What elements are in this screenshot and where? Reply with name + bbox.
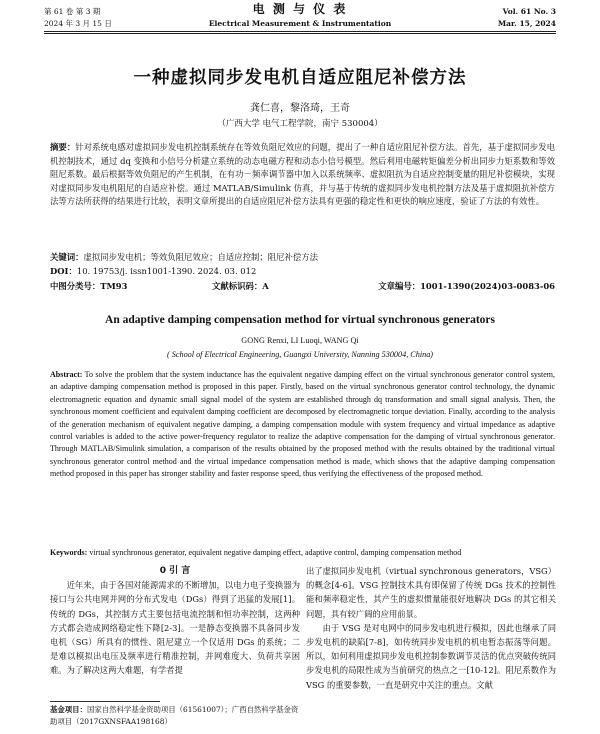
body-column-right	[306, 564, 556, 692]
affiliation-cn: （广西大学 电气工程学院，南宁 530004）	[217, 119, 383, 129]
abstract-en	[50, 369, 555, 481]
authors-en: GONG Renxi, LI Luoqi, WANG Qi	[241, 336, 359, 345]
keywords-cn	[50, 251, 555, 265]
date-cn: 2024 年 3 月 15 日	[44, 19, 112, 28]
keywords-cn-label: 关键词：	[50, 252, 84, 262]
footnote-rule	[50, 701, 160, 702]
paper-title-en: An adaptive damping compensation method for virtual synchronous generators	[105, 314, 495, 326]
keywords-en	[50, 547, 555, 558]
section-heading-intro: 0 引 言	[159, 566, 191, 576]
affiliation-en: ( School of Electrical Engineering, Guangxi University, Nanning 530004, China)	[166, 350, 434, 359]
volume-en: Vol. 61 No. 3	[502, 7, 556, 16]
doi-text: 10. 19753/j. issn1001-1390. 2024. 03. 012	[76, 266, 257, 276]
keywords-en-text: virtual synchronous generator, equivalent negative damping effect, adaptive control, damping compensation method	[89, 548, 462, 557]
header-rule	[44, 31, 556, 32]
abstract-cn-label: 摘要：	[50, 142, 76, 152]
body-column-left	[50, 564, 300, 678]
funding-note	[50, 704, 300, 728]
keywords-cn-text: 虚拟同步发电机；等效负阻尼效应；自适应控制；阻尼补偿方法	[83, 252, 318, 262]
intro-paragraph-1-continued: 出了虚拟同步发电机（virtual synchronous generators，VSG）的概念[4-6]。VSG 控制技术具有即保留了传统 DGs 技术的控制性能和频率稳定性，其产生的虚拟惯量能很好地解决 DGs 的其它相关问题，具有较广阔的应用前景。	[306, 566, 556, 619]
funding-label: 基金项目：	[50, 705, 87, 714]
abstract-cn	[50, 141, 555, 209]
abstract-en-text: To solve the problem that the system inductance has the equivalent negative damping effect on the virtual synchronous generator control system, an adaptive damping compensation method is proposed in this paper. Firstly, based on the virtual synchronous generator control technology, the dynamic electromagnetic equation and dynamic small signal model of the system are established through dq transformation and small signal analysis. Then, the synchronous moment coefficient and equivalent damping coefficient are decomposed by electromagnetic torque deviation. Finally, according to the analysis of the generation mechanism of equivalent negative damping, a damping compensation module with system frequency and virtual impedance as adaptive control variables is added to the active power-frequency regulator to realize the adaptive compensation for the damping of virtual synchronous generator. Through MATLAB/Simulink simulation, a comparison of the results obtained by the proposed method with the results obtained by the traditional virtual synchronous generator control method and the virtual impedance compensation method is made, which shows that the adaptive damping compensation method proposed in this paper has stronger stability and faster response speed, thus verifying the effectiveness of the proposed method.	[50, 370, 556, 479]
article-number: 文章编号：1001-1390(2024)03-0083-06	[378, 281, 555, 291]
journal-name-cn: 电 测 与 仪 表	[252, 2, 348, 16]
journal-name-en: Electrical Measurement & Instrumentation	[208, 19, 392, 28]
abstract-en-label: Abstract:	[50, 370, 83, 379]
authors-cn: 龚仁喜，黎洛琦，王奇	[250, 103, 350, 114]
doi-line	[50, 265, 555, 279]
intro-paragraph-2: 由于 VSG 是对电网中的同步发电机进行模拟，因此也继承了同步发电机的缺陷[7-8]，如传统同步发电机的机电暂态振荡等问题。所以，如何利用虚拟同步发电机控制参数调节灵活的优点突破传统同步发电机的局限性成为当前研究的热点之一[10-12]。阻尼系数作为 VSG 的重要参数，一直是研究中关注的重点。文献	[306, 622, 556, 690]
keywords-en-label: Keywords:	[50, 548, 88, 557]
abstract-cn-text: 针对系统电感对虚拟同步发电机控制系统存在等效负阻尼效应的问题，提出了一种自适应阻尼补偿方法。首先，基于虚拟同步发电机控制技术，通过 dq 变换和小信号分析建立系统的动态电磁方程和动态小信号模型。然后利用电磁转矩偏差分析出同步力矩系数和等效阻尼系数。最后根据等效负阻尼的产生机制，在有功－频率调节器中加入以系统频率、虚拟阻抗为自适应控制变量的阻尼补偿模块，实现对虚拟同步发电机阻尼的自适应补偿。通过 MATLAB/Simulink 仿真，并与基于传统的虚拟同步发电机控制方法及基于虚拟阻抗补偿方法等方法所获得的结果进行比较，表明文章所提出的自适应阻尼补偿方法具有更强的稳定性和更快的响应速度，验证了方法的有效性。	[50, 142, 556, 207]
doi-label: DOI：	[50, 266, 77, 276]
paper-title-cn: 一种虚拟同步发电机自适应阻尼补偿方法	[133, 68, 467, 88]
volume-cn: 第 61 卷 第 3 期	[44, 7, 101, 16]
funding-text: 国家自然科学基金资助项目（61561007）；广西自然科学基金资助项目（2017GXNSFAA198168）	[50, 705, 299, 726]
header-rule-thin	[44, 33, 556, 34]
date-en: Mar. 15, 2024	[497, 19, 556, 28]
intro-paragraph-1: 近年来，由于各国对能源需求的不断增加，以电力电子变换器为接口与公共电网并网的分布式发电（DGs）得到了迅猛的发展[1]。传统的 DGs，其控制方式主要包括电流控制和恒功率控制，这两种方式都会造成网络稳定性下降[2-3]。一是静态变换器不具备同步发电机（SG）所具有的惯性、阻尼建立一个仅适用 DGs 的系统；二是难以模拟出电压及频率进行精准控制，并网难度大、负荷共享困难。为了解决这两大难题，有学者提	[50, 580, 300, 676]
clc-number: 中图分类号：TM93	[50, 281, 128, 291]
document-code: 文献标识码：A	[212, 281, 269, 291]
